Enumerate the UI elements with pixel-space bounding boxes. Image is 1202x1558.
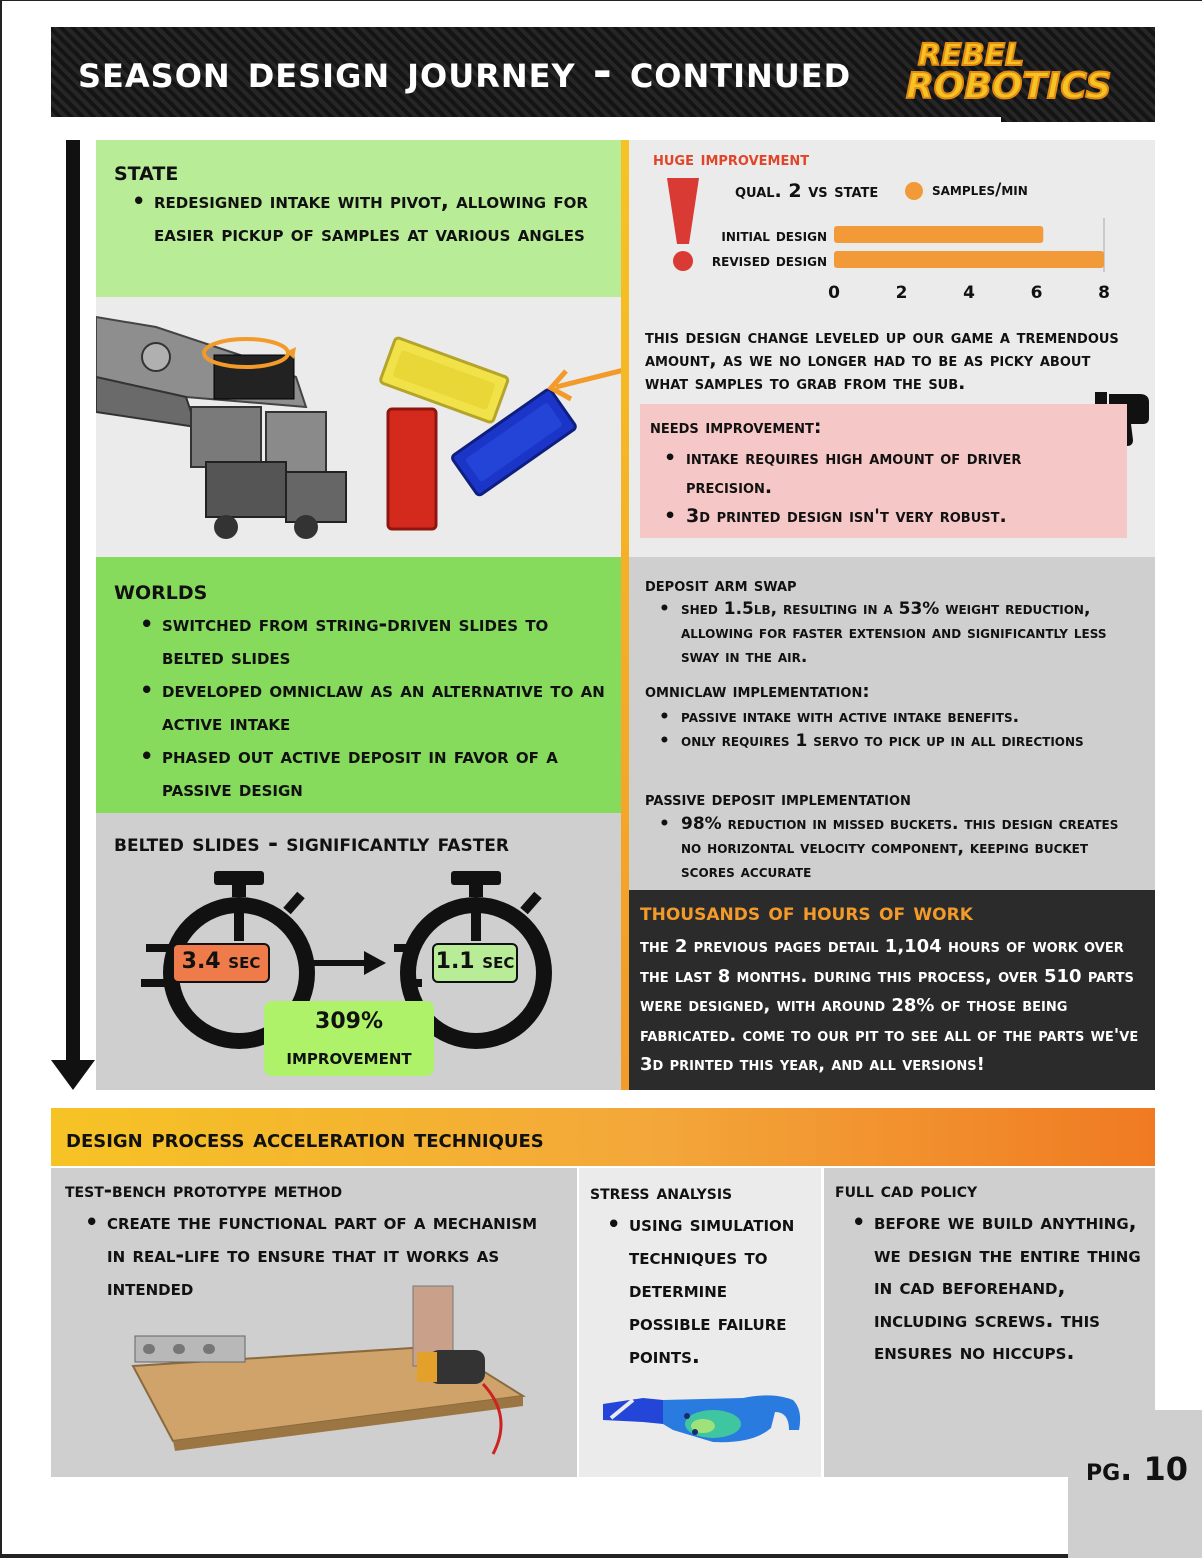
worlds-section — [96, 557, 621, 813]
title-underline — [51, 117, 1001, 122]
test-bench-section — [51, 1168, 577, 1477]
list-item: • phased out active deposit in favor of a passive design — [134, 740, 614, 806]
state-title: state — [114, 156, 179, 187]
improvement-label: huge improvement — [653, 148, 810, 170]
techniques-title: design process acceleration techniques — [66, 1124, 544, 1153]
list-item: • passive intake with active intake benefits. — [653, 705, 1143, 729]
list-item: • redesigned intake with pivot, allowing for easier pickup of samples at various angles — [126, 185, 606, 251]
intake-pivot-cad-image — [96, 297, 621, 557]
bar-chart — [826, 218, 1136, 308]
cad-title: full cad policy — [835, 1178, 978, 1202]
before-time: 3.4 sec — [181, 949, 261, 974]
x-tick-label: 6 — [1030, 283, 1043, 303]
page-title: season design journey - continued — [78, 44, 852, 98]
logo-line-2: ROBOTICS — [906, 66, 1112, 107]
list-item: • create the functional part of a mechanism in real-life to ensure that it works as intended — [79, 1206, 559, 1305]
passive-deposit-title: passive deposit implementation — [645, 789, 911, 810]
test-bench-title: test-bench prototype method — [65, 1178, 343, 1202]
x-tick-label: 0 — [828, 283, 840, 303]
passive-deposit-bullets — [653, 812, 1143, 884]
x-tick-label: 8 — [1098, 283, 1110, 303]
hours-of-work-section — [629, 890, 1155, 1090]
category-label: revised design — [711, 251, 827, 271]
hours-title: thousands of hours of work — [640, 898, 973, 926]
rebel-robotics-logo — [902, 37, 1138, 113]
improvement-description: this design change leveled up our game a tremendous amount, as we no longer had to be as picky about what samples to grab from the sub. — [645, 326, 1119, 394]
list-item: • only requires 1 servo to pick up in all directions — [653, 729, 1143, 753]
x-tick-label: 2 — [895, 283, 908, 303]
category-label: initial design — [721, 226, 827, 246]
deposit-swap-bullets — [653, 597, 1143, 669]
page-number: pg. 10 — [1086, 1450, 1189, 1488]
test-bench-photo — [113, 1276, 533, 1456]
stress-title: stress analysis — [590, 1180, 733, 1204]
list-item: • switched from string-driven slides to belted slides — [134, 608, 614, 674]
stress-bullets — [601, 1208, 813, 1373]
list-item: • 98% reduction in missed buckets. this design creates no horizontal velocity component, keeping bucket scores accurate — [653, 812, 1143, 884]
worlds-title: worlds — [114, 575, 208, 606]
worlds-bullets — [134, 608, 614, 806]
belted-slides-section — [96, 813, 621, 1090]
state-section — [96, 140, 621, 297]
stress-analysis-image — [603, 1390, 803, 1452]
state-bullets — [126, 185, 606, 251]
improvement-percent: 309% — [315, 1009, 383, 1034]
list-item: • shed 1.5lb, resulting in a 53% weight reduction, allowing for faster extension and significantly less sway in the air. — [653, 597, 1143, 669]
list-item: • intake requires high amount of driver precision. — [658, 444, 1098, 502]
after-time: 1.1 sec — [435, 949, 515, 974]
column-divider — [621, 140, 629, 1090]
cad-bullets — [846, 1206, 1146, 1369]
chart-bar — [834, 251, 1104, 268]
list-item: • developed omniclaw as an alternative to an active intake — [134, 674, 614, 740]
legend-swatch — [905, 182, 923, 200]
logo-line-1: REBEL — [918, 38, 1025, 73]
list-item: • using simulation techniques to determine possible failure points. — [601, 1208, 813, 1373]
belted-title: belted slides - significantly faster — [114, 829, 509, 857]
deposit-swap-title: deposit arm swap — [645, 575, 797, 596]
timeline-arrow-shaft — [66, 140, 80, 1062]
list-item: • before we build anything, we design the entire thing in cad beforehand, including screws. this ensures no hiccups. — [846, 1206, 1146, 1369]
chart-bar — [834, 226, 1043, 243]
x-tick-label: 4 — [963, 283, 975, 303]
improvement-label: improvement — [286, 1045, 412, 1070]
list-item: • 3d printed design isn't very robust. — [658, 502, 1098, 531]
timeline-arrow-head-icon — [51, 1060, 95, 1090]
legend-label: samples/min — [932, 180, 1028, 200]
needs-bullets — [658, 444, 1098, 531]
chart-title: qual. 2 vs state — [735, 180, 879, 202]
intake-cad-render — [96, 297, 621, 557]
omniclaw-bullets — [653, 705, 1143, 753]
omniclaw-title: omniclaw implementation: — [645, 681, 870, 702]
stress-analysis-section — [579, 1168, 821, 1477]
hours-body: the 2 previous pages detail 1,104 hours of work over the last 8 months. during this process, over 510 parts were designed, with around 28% of those being fabricated. come to our pit to see all of the parts we've 3d printed this year, and all versions! — [640, 936, 1139, 1075]
design-changes-section — [629, 557, 1155, 890]
needs-title: needs improvement: — [650, 416, 822, 438]
needs-improvement-box — [640, 404, 1127, 538]
